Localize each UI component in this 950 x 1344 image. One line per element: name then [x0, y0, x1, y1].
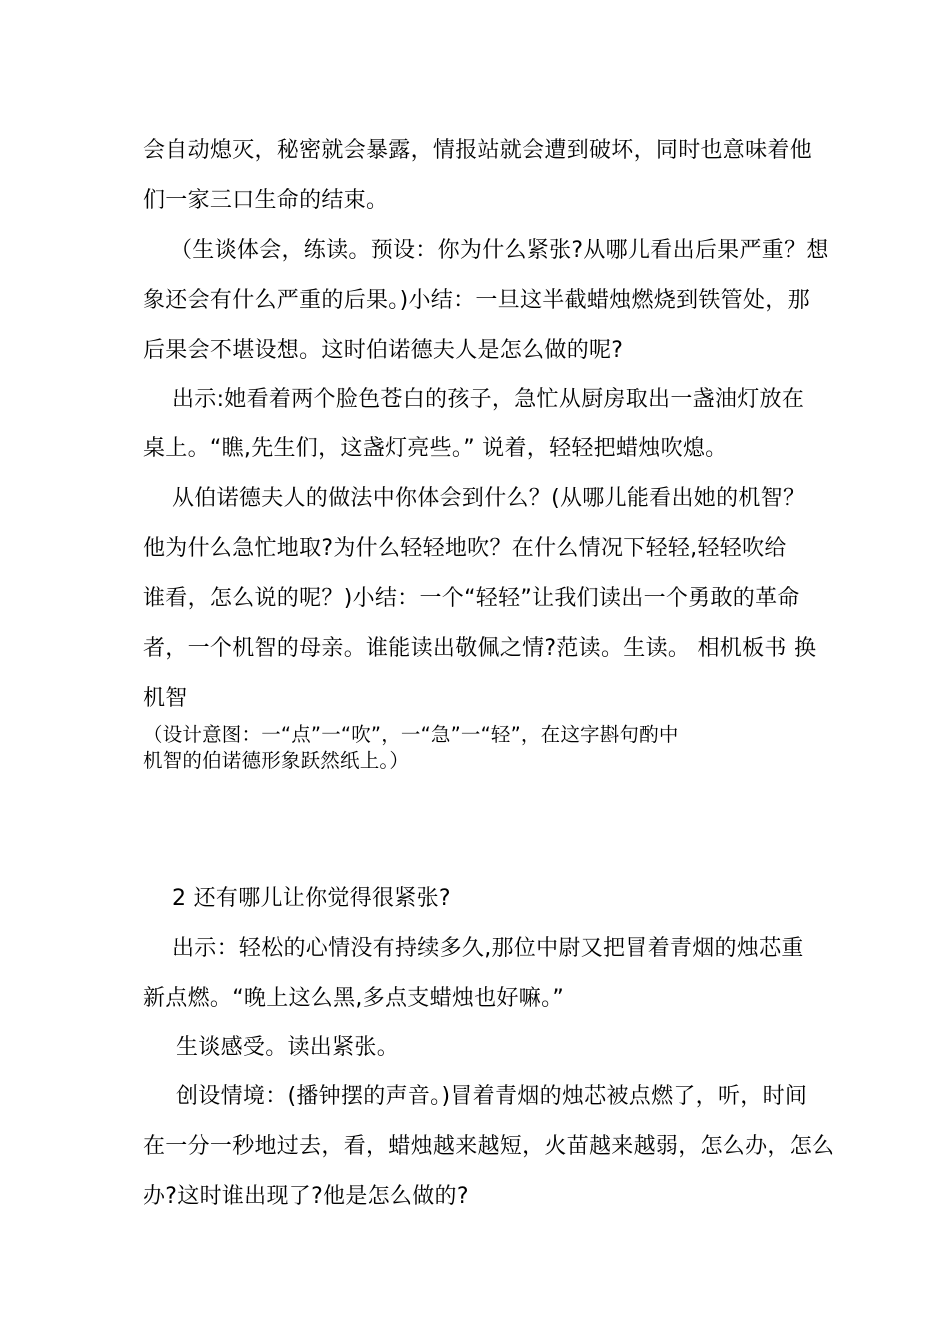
- design-intent-note: （设计意图：一“点”一“吹”，一“急”一“轻”，在这字斟句酌中: [143, 723, 679, 746]
- paragraph-line: 桌上。“瞧,先生们，这盏灯亮些。” 说着，轻轻把蜡烛吹熄。: [143, 436, 728, 461]
- paragraph-line: 谁看，怎么说的呢？)小结：一个“轻轻”让我们读出一个勇敢的革命: [143, 586, 800, 611]
- paragraph-line: 创设情境：(播钟摆的声音。)冒着青烟的烛芯被点燃了，听，时间: [176, 1084, 808, 1109]
- paragraph-line: 出示：轻松的心情没有持续多久,那位中尉又把冒着青烟的烛芯重: [172, 936, 804, 961]
- paragraph-line: 后果会不堪设想。这时伯诺德夫人是怎么做的呢?: [143, 338, 624, 363]
- design-intent-note: 机智的伯诺德形象跃然纸上。）: [143, 749, 410, 772]
- paragraph-line: 会自动熄灭，秘密就会暴露，情报站就会遭到破坏，同时也意味着他: [143, 138, 813, 163]
- paragraph-line: 新点燃。“晚上这么黑,多点支蜡烛也好嘛。”: [143, 986, 565, 1011]
- paragraph-line: 他为什么急忙地取?为什么轻轻地吹？在什么情况下轻轻,轻轻吹给: [143, 536, 787, 561]
- paragraph-line: 从伯诺德夫人的做法中你体会到什么？(从哪儿能看出她的机智？: [172, 486, 806, 511]
- paragraph-line: 在一分一秒地过去，看，蜡烛越来越短，火苗越来越弱，怎么办，怎么: [143, 1134, 835, 1159]
- paragraph-line: 者，一个机智的母亲。谁能读出敬佩之情?范读。生读。 相机板书 换: [143, 636, 817, 661]
- paragraph-line: （生谈体会，练读。预设：你为什么紧张?从哪儿看出后果严重？想: [170, 238, 829, 263]
- section-heading: 2 还有哪儿让你觉得很紧张?: [172, 886, 451, 911]
- paragraph-line: 们一家三口生命的结束。: [143, 188, 389, 213]
- paragraph-line: 出示:她看着两个脸色苍白的孩子，急忙从厨房取出一盏油灯放在: [172, 387, 805, 412]
- paragraph-line: 办?这时谁出现了?他是怎么做的?: [143, 1184, 469, 1209]
- paragraph-line: 生谈感受。读出紧张。: [176, 1035, 400, 1060]
- paragraph-line: 象还会有什么严重的后果。)小结：一旦这半截蜡烛燃烧到铁管处，那: [143, 288, 810, 313]
- paragraph-line: 机智: [143, 686, 188, 711]
